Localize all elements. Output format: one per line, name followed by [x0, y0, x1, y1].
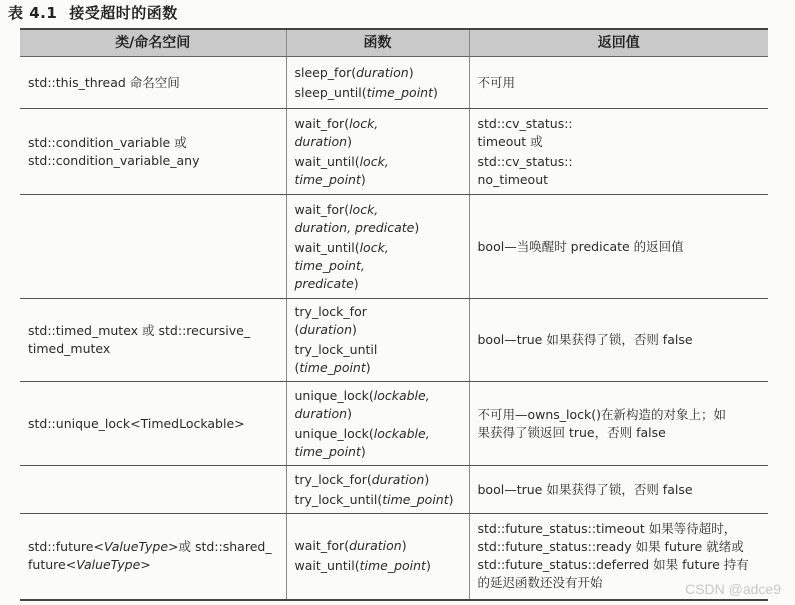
function-arg: duration — [356, 64, 409, 80]
function-pre: wait_until( — [294, 153, 360, 169]
header-return-value: 返回值 — [469, 29, 768, 57]
function-signature — [295, 239, 461, 293]
function-arg: duration — [371, 471, 425, 487]
cell-class-namespace — [20, 109, 286, 195]
watermark: CSDN @adce9 — [685, 581, 781, 597]
cell-functions — [286, 299, 469, 382]
function-arg: lock, time_point, predicate — [294, 239, 389, 291]
function-signature — [295, 64, 461, 82]
function-pre: wait_for( — [294, 115, 350, 131]
class-name-part: ValueType — [103, 539, 169, 555]
class-name: std::timed_mutex 或 std::recursive_ timed_mutex — [28, 323, 251, 356]
cell-return-value — [469, 299, 768, 382]
function-arg: time_point — [299, 360, 366, 375]
table-row — [20, 195, 768, 299]
table-row — [20, 514, 768, 600]
class-name: std::condition_variable 或 std::condition_variable_any — [28, 134, 200, 168]
cell-return-value — [469, 109, 768, 195]
function-post: ) — [433, 84, 438, 100]
function-post: ) — [448, 491, 454, 507]
return-value: bool—当唤醒时 predicate 的返回值 — [477, 238, 684, 254]
function-signature — [295, 471, 461, 489]
function-arg: lock, duration — [294, 115, 379, 149]
table-row — [20, 466, 768, 514]
function-pre: unique_lock( — [294, 425, 374, 441]
return-value-alt: std::cv_status:: no_timeout — [477, 153, 573, 187]
function-post: ) — [360, 171, 366, 187]
function-signature — [295, 153, 461, 189]
table-row — [20, 299, 768, 382]
cell-functions — [286, 57, 469, 109]
function-arg: duration — [349, 538, 402, 554]
cell-class-namespace — [20, 299, 286, 382]
function-post: ) — [425, 558, 431, 574]
function-signature — [295, 201, 461, 237]
class-name: std::this_thread 命名空间 — [28, 74, 180, 90]
cell-class-namespace — [20, 195, 286, 299]
table-title: 接受超时的函数 — [69, 4, 178, 22]
return-value: 不可用 — [477, 74, 516, 90]
function-pre: wait_for( — [294, 538, 350, 554]
return-value: bool—true 如果获得了锁，否则 false — [477, 481, 693, 497]
function-post: ) — [347, 405, 352, 421]
class-name-part: >或 std::shared_ future< — [28, 539, 272, 573]
function-arg: lockable, duration — [294, 387, 430, 421]
function-pre: try_lock_for( — [294, 471, 372, 487]
function-post: ) — [408, 64, 414, 80]
function-pre: sleep_for( — [294, 64, 357, 80]
table-row — [20, 57, 768, 109]
function-pre: wait_for( — [294, 201, 350, 217]
function-arg: lock, time_point — [294, 153, 389, 187]
function-signature — [295, 537, 461, 555]
function-post: ) — [401, 538, 407, 554]
cell-return-value — [469, 57, 768, 109]
function-pre: try_lock_until ( — [294, 342, 378, 375]
function-arg: lock, duration, predicate — [294, 201, 415, 235]
function-post: ) — [347, 133, 352, 149]
function-signature — [295, 84, 461, 102]
function-pre: try_lock_for ( — [294, 304, 367, 337]
header-class-namespace: 类/命名空间 — [20, 29, 286, 57]
class-name-part: > — [140, 557, 151, 573]
function-signature — [295, 387, 461, 423]
function-arg: time_point — [366, 84, 433, 100]
function-signature — [295, 491, 461, 509]
cell-functions — [286, 109, 469, 195]
function-post: ) — [424, 471, 430, 487]
function-signature — [295, 557, 461, 575]
function-arg: time_point — [382, 491, 449, 507]
table-row — [20, 382, 768, 466]
return-value: 不可用—owns_lock()在新构造的对象上；如 果获得了锁返回 true，否则 false — [477, 406, 727, 440]
table-row — [20, 109, 768, 195]
return-value: std::cv_status:: timeout 或 — [477, 115, 573, 149]
function-signature — [295, 341, 461, 377]
function-pre: wait_until( — [294, 558, 360, 574]
cell-class-namespace — [20, 466, 286, 514]
cell-return-value — [469, 466, 768, 514]
function-arg: time_point — [359, 558, 426, 574]
cell-return-value — [469, 382, 768, 466]
function-signature — [295, 303, 461, 339]
function-post: ) — [352, 322, 357, 337]
function-post: ) — [353, 275, 359, 291]
return-value: bool—true 如果获得了锁，否则 false — [477, 332, 693, 347]
function-post: ) — [365, 360, 371, 375]
function-post: ) — [414, 219, 420, 235]
cell-return-value — [469, 195, 768, 299]
cell-functions — [286, 466, 469, 514]
cell-functions — [286, 195, 469, 299]
function-arg: lockable, time_point — [294, 425, 430, 459]
function-pre: try_lock_until( — [294, 491, 383, 507]
table-header-row — [20, 29, 768, 57]
cell-functions — [286, 382, 469, 466]
function-arg: duration — [299, 322, 352, 337]
class-name-part: std::future< — [28, 539, 104, 555]
function-pre: wait_until( — [294, 239, 360, 255]
cell-functions — [286, 514, 469, 600]
function-signature — [295, 425, 461, 461]
header-function: 函数 — [286, 29, 469, 57]
function-signature — [295, 115, 461, 151]
timeout-functions-table — [20, 28, 768, 601]
function-pre: sleep_until( — [294, 84, 367, 100]
cell-class-namespace — [20, 514, 286, 600]
cell-class-namespace — [20, 382, 286, 466]
function-post: ) — [360, 443, 366, 459]
cell-class-namespace — [20, 57, 286, 109]
class-name-part: ValueType — [76, 557, 141, 573]
class-name: std::unique_lock<TimedLockable> — [28, 415, 245, 431]
table-caption — [8, 2, 178, 23]
return-value: std::future_status::timeout 如果等待超时， std::future_status::ready 如果 future 就绪或 std::future_status::deferred 如果 future 持有 的延迟函数还没有开始 — [477, 521, 749, 591]
table-number: 表 4.1 — [8, 4, 58, 22]
function-pre: unique_lock( — [294, 387, 374, 403]
